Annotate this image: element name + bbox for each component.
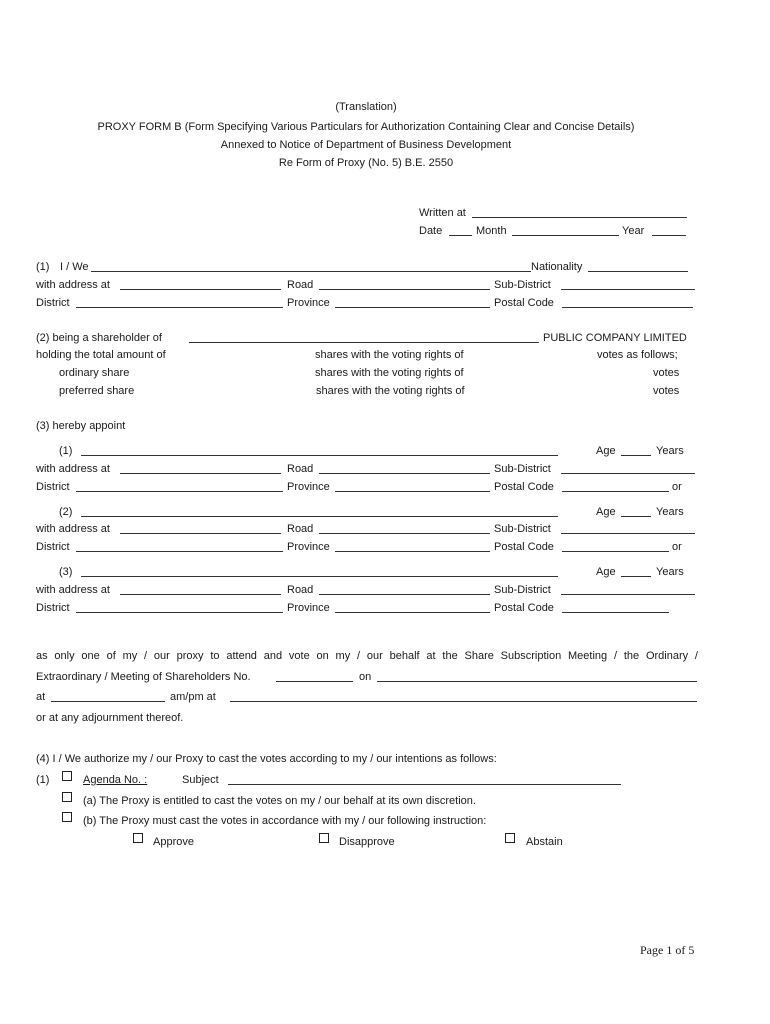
date-label: Date [419, 225, 443, 237]
meeting-date-field[interactable] [377, 681, 697, 682]
road-field[interactable] [319, 289, 490, 290]
abstain-checkbox[interactable] [505, 833, 515, 843]
meeting-ampm-label: am/pm at [170, 691, 216, 703]
address-field[interactable] [120, 289, 281, 290]
option-a-label: (a) The Proxy is entitled to cast the votes on my / our behalf at its own discretion. [83, 795, 476, 807]
sec1-number: (1) [36, 261, 50, 273]
proxy1-or-label: or [672, 481, 682, 493]
re-line: Re Form of Proxy (No. 5) B.E. 2550 [278, 157, 454, 169]
written-at-label: Written at [419, 207, 466, 219]
proxy3-road-field[interactable] [319, 594, 490, 595]
agenda-number: (1) [36, 774, 50, 786]
preferred-share-label: preferred share [59, 385, 135, 397]
proxy3-postal-code-label: Postal Code [494, 602, 554, 614]
postal-code-label: Postal Code [494, 297, 554, 309]
meeting-at-label: at [36, 691, 46, 703]
proxy3-address-label: with address at [36, 584, 110, 596]
proxy3-address-field[interactable] [120, 594, 281, 595]
proxy1-postal-code-label: Postal Code [494, 481, 554, 493]
agenda-no-label: Agenda No. : [83, 774, 148, 786]
shares-rights-total: shares with the voting rights of [315, 349, 464, 361]
year-label: Year [622, 225, 645, 237]
proxy1-road-label: Road [287, 463, 314, 475]
option-b-checkbox[interactable] [62, 812, 72, 822]
proxy3-district-field[interactable] [76, 612, 283, 613]
shareholder-label: (2) being a shareholder of [36, 332, 162, 344]
meeting-line-2: Extraordinary / Meeting of Shareholders No. [36, 671, 251, 683]
proxy2-province-field[interactable] [335, 551, 490, 552]
proxy2-or-label: or [672, 541, 682, 553]
proxy2-age-field[interactable] [621, 516, 651, 517]
approve-checkbox[interactable] [133, 833, 143, 843]
proxy2-road-label: Road [287, 523, 314, 535]
holding-label: holding the total amount of [36, 349, 166, 361]
nationality-field[interactable] [588, 271, 688, 272]
disapprove-checkbox[interactable] [319, 833, 329, 843]
meeting-line-4: or at any adjournment thereof. [36, 712, 184, 724]
shares-rights-ordinary: shares with the voting rights of [315, 367, 464, 379]
form-title: PROXY FORM B (Form Specifying Various Particulars for Authorization Containing Clear and Concise Details) [97, 121, 635, 133]
proxy1-years-label: Years [656, 445, 684, 457]
disapprove-label: Disapprove [339, 836, 395, 848]
province-field[interactable] [335, 307, 490, 308]
proxy1-name-field[interactable] [81, 455, 558, 456]
votes-preferred: votes [653, 385, 680, 397]
company-name-field[interactable] [189, 342, 539, 343]
proxy2-sub-district-label: Sub-District [494, 523, 551, 535]
translation-label: (Translation) [335, 101, 397, 113]
proxy3-sub-district-label: Sub-District [494, 584, 551, 596]
proxy2-road-field[interactable] [319, 533, 490, 534]
month-label: Month [476, 225, 507, 237]
proxy1-district-field[interactable] [76, 491, 283, 492]
shares-rights-preferred: shares with the voting rights of [316, 385, 465, 397]
proxy3-postal-code-field[interactable] [562, 612, 669, 613]
province-label: Province [287, 297, 330, 309]
proxy2-name-field[interactable] [81, 516, 558, 517]
page-number: Page 1 of 5 [640, 943, 695, 957]
proxy2-age-label: Age [596, 506, 616, 518]
meeting-line-1: as only one of my / our proxy to attend and vote on my / our behalf at the Share Subscription Meeting / the Ordinary / [36, 650, 698, 662]
meeting-number-field[interactable] [276, 681, 353, 682]
proxy1-road-field[interactable] [319, 473, 490, 474]
ordinary-share-label: ordinary share [59, 367, 130, 379]
annex-line: Annexed to Notice of Department of Business Development [220, 139, 512, 151]
proxy2-sub-district-field[interactable] [561, 533, 695, 534]
proxy3-province-field[interactable] [335, 612, 490, 613]
proxy3-district-label: District [36, 602, 70, 614]
name-field[interactable] [91, 271, 531, 272]
road-label: Road [287, 279, 314, 291]
proxy3-age-field[interactable] [621, 576, 651, 577]
option-b-label: (b) The Proxy must cast the votes in accordance with my / our following instruction: [83, 815, 487, 827]
proxy1-address-label: with address at [36, 463, 110, 475]
proxy2-postal-code-label: Postal Code [494, 541, 554, 553]
proxy2-postal-code-field[interactable] [562, 551, 669, 552]
proxy1-number: (1) [59, 445, 73, 457]
votes-ordinary: votes [653, 367, 680, 379]
district-label: District [36, 297, 70, 309]
proxy1-sub-district-field[interactable] [561, 473, 695, 474]
proxy3-years-label: Years [656, 566, 684, 578]
subject-field[interactable] [228, 784, 621, 785]
votes-as-follows-label: votes as follows; [597, 349, 678, 361]
proxy2-address-field[interactable] [120, 533, 281, 534]
address-label: with address at [36, 279, 110, 291]
proxy3-sub-district-field[interactable] [561, 594, 695, 595]
proxy3-number: (3) [59, 566, 73, 578]
proxy1-age-label: Age [596, 445, 616, 457]
proxy1-province-field[interactable] [335, 491, 490, 492]
abstain-label: Abstain [526, 836, 563, 848]
proxy1-postal-code-field[interactable] [562, 491, 669, 492]
proxy1-province-label: Province [287, 481, 330, 493]
sub-district-field[interactable] [561, 289, 695, 290]
meeting-time-field[interactable] [51, 701, 165, 702]
appoint-label: (3) hereby appoint [36, 420, 126, 432]
nationality-label: Nationality [531, 261, 583, 273]
agenda-checkbox[interactable] [62, 771, 72, 781]
year-field[interactable] [652, 235, 686, 236]
proxy2-district-field[interactable] [76, 551, 283, 552]
proxy1-sub-district-label: Sub-District [494, 463, 551, 475]
proxy2-years-label: Years [656, 506, 684, 518]
proxy3-road-label: Road [287, 584, 314, 596]
sub-district-label: Sub-District [494, 279, 551, 291]
proxy2-province-label: Province [287, 541, 330, 553]
public-company-label: PUBLIC COMPANY LIMITED [543, 332, 687, 344]
month-field[interactable] [512, 235, 619, 236]
approve-label: Approve [153, 836, 194, 848]
proxy3-province-label: Province [287, 602, 330, 614]
meeting-venue-field[interactable] [230, 701, 697, 702]
proxy1-address-field[interactable] [120, 473, 281, 474]
proxy3-age-label: Age [596, 566, 616, 578]
subject-label: Subject [182, 774, 219, 786]
iwe-label: I / We [60, 261, 89, 273]
meeting-on-label: on [359, 671, 372, 683]
authorize-label: (4) I / We authorize my / our Proxy to cast the votes according to my / our intentions as follows: [36, 753, 497, 765]
proxy2-address-label: with address at [36, 523, 110, 535]
proxy1-district-label: District [36, 481, 70, 493]
option-a-checkbox[interactable] [62, 792, 72, 802]
proxy1-age-field[interactable] [621, 455, 651, 456]
proxy2-district-label: District [36, 541, 70, 553]
district-field[interactable] [76, 307, 283, 308]
written-at-field[interactable] [472, 217, 687, 218]
date-field[interactable] [449, 235, 472, 236]
proxy2-number: (2) [59, 506, 73, 518]
proxy3-name-field[interactable] [81, 576, 558, 577]
postal-code-field[interactable] [562, 307, 693, 308]
